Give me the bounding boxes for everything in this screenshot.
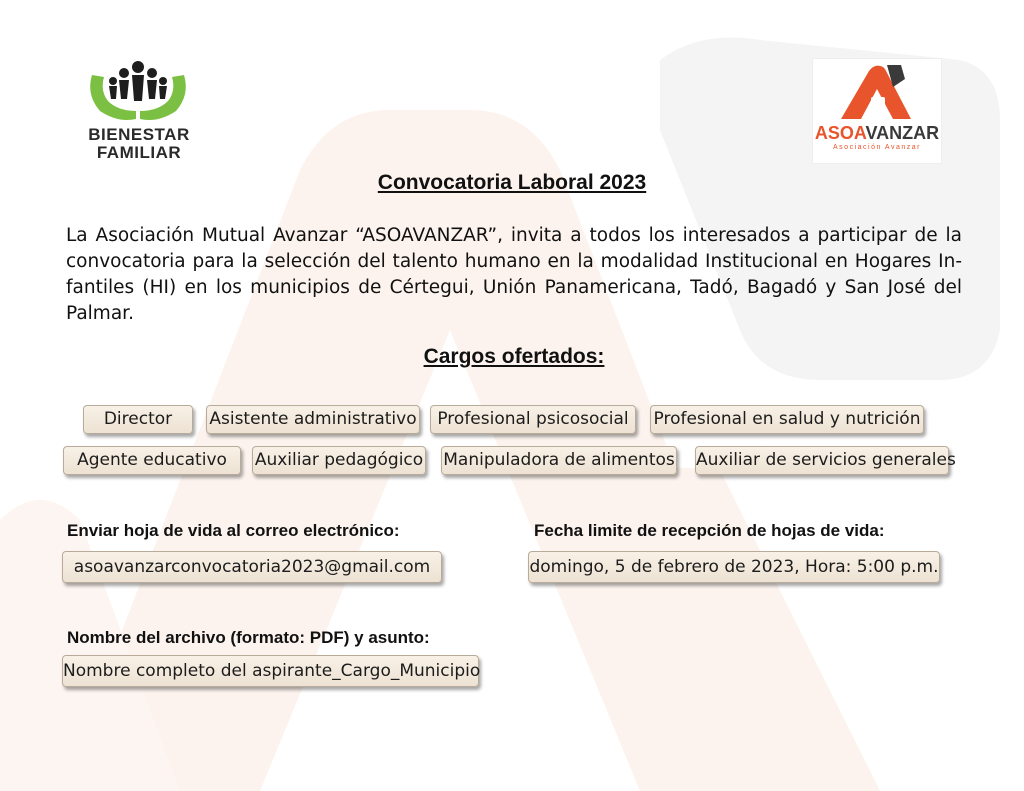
bienestar-familiar-logo	[78, 55, 198, 165]
intro-paragraph: La Asociación Mutual Avanzar “ASOAVANZAR”, invita a todos los interesados a participar de la convocatoria para la selección del talento humano en la modalidad Institucional en Hogares Infantiles (HI) en los municipios de Cértegui, Unión Panamericana, Tadó, Bagadó y San José del Palmar.	[66, 225, 962, 324]
cargo-chip-profesional-salud-nutricion: Profesional en salud y nutrición	[650, 405, 924, 434]
cargo-chip-agente-educativo: Agente educativo	[63, 446, 241, 475]
people-hands-icon	[78, 55, 198, 127]
filename-value: Nombre completo del aspirante_Cargo_Municipio	[62, 655, 479, 687]
email-label: Enviar hoja de vida al correo electrónico:	[67, 521, 400, 540]
deadline-label: Fecha limite de recepción de hojas de vida:	[534, 521, 885, 540]
logo-text-line1: BIENESTAR	[88, 125, 190, 144]
asoavanzar-logo	[812, 58, 942, 164]
asoavanzar-name: ASOAVANZAR	[814, 123, 940, 143]
asoavanzar-subtitle: Asociación Avanzar	[833, 144, 921, 151]
letter-a-icon	[813, 59, 941, 121]
cargo-chip-auxiliar-servicios-generales: Auxiliar de servicios generales	[695, 446, 949, 475]
logo-text-line2: FAMILIAR	[96, 143, 182, 162]
cargo-chip-director: Director	[83, 405, 193, 434]
deadline-value: domingo, 5 de febrero de 2023, Hora: 5:00 p.m.	[528, 551, 940, 583]
page-title: Convocatoria Laboral 2023	[377, 171, 647, 194]
cargos-title: Cargos ofertados:	[423, 345, 605, 368]
cargo-chip-auxiliar-pedagogico: Auxiliar pedagógico	[252, 446, 426, 475]
cargo-chip-profesional-psicosocial: Profesional psicosocial	[430, 405, 636, 434]
cargo-chip-asistente-administrativo: Asistente administrativo	[206, 405, 420, 434]
email-value: asoavanzarconvocatoria2023@gmail.com	[62, 551, 442, 583]
cargo-chip-manipuladora-alimentos: Manipuladora de alimentos	[441, 446, 677, 475]
filename-label: Nombre del archivo (formato: PDF) y asunto:	[67, 628, 430, 647]
